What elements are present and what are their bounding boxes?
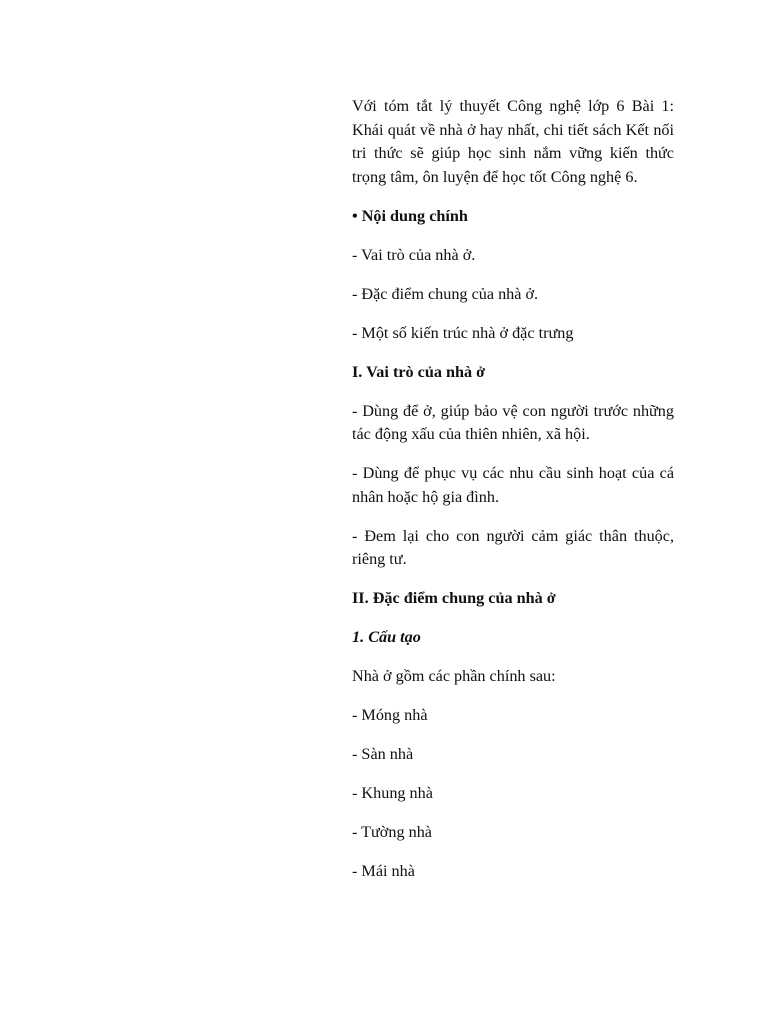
main-content-item: - Vai trò của nhà ở. (352, 245, 476, 264)
section2-subheading: 1. Cấu tạo (352, 628, 421, 646)
main-content-item: - Một số kiến trúc nhà ở đặc trưng (352, 323, 574, 342)
document-body (352, 95, 674, 899)
house-part-item: - Mái nhà (352, 862, 415, 880)
house-part-item: - Sàn nhà (352, 745, 414, 763)
main-content-item: - Đặc điểm chung của nhà ở. (352, 284, 539, 303)
house-part-item: - Khung nhà (352, 784, 433, 802)
section2-lead: Nhà ở gồm các phần chính sau: (352, 667, 556, 685)
intro-paragraph: Với tóm tắt lý thuyết Công nghệ lớp 6 Bài 1: Khái quát về nhà ở hay nhất, chi tiết sách Kết nối tri thức sẽ giúp học sinh nắm vững kiến thức trọng tâm, ôn luyện để học tốt Công nghệ 6. (352, 97, 674, 186)
section2-heading: II. Đặc điểm chung của nhà ở (352, 589, 556, 607)
section1-paragraph: - Dùng để ở, giúp bảo vệ con người trước những tác động xấu của thiên nhiên, xã hội. (352, 401, 674, 443)
house-part-item: - Móng nhà (352, 706, 428, 724)
main-content-heading: • Nội dung chính (352, 206, 468, 225)
section1-heading: I. Vai trò của nhà ở (352, 362, 486, 381)
section1-paragraph: - Đem lại cho con người cảm giác thân thuộc, riêng tư. (352, 526, 674, 568)
house-part-item: - Tường nhà (352, 823, 432, 841)
section1-paragraph: - Dùng để phục vụ các nhu cầu sinh hoạt của cá nhân hoặc hộ gia đình. (352, 464, 674, 506)
